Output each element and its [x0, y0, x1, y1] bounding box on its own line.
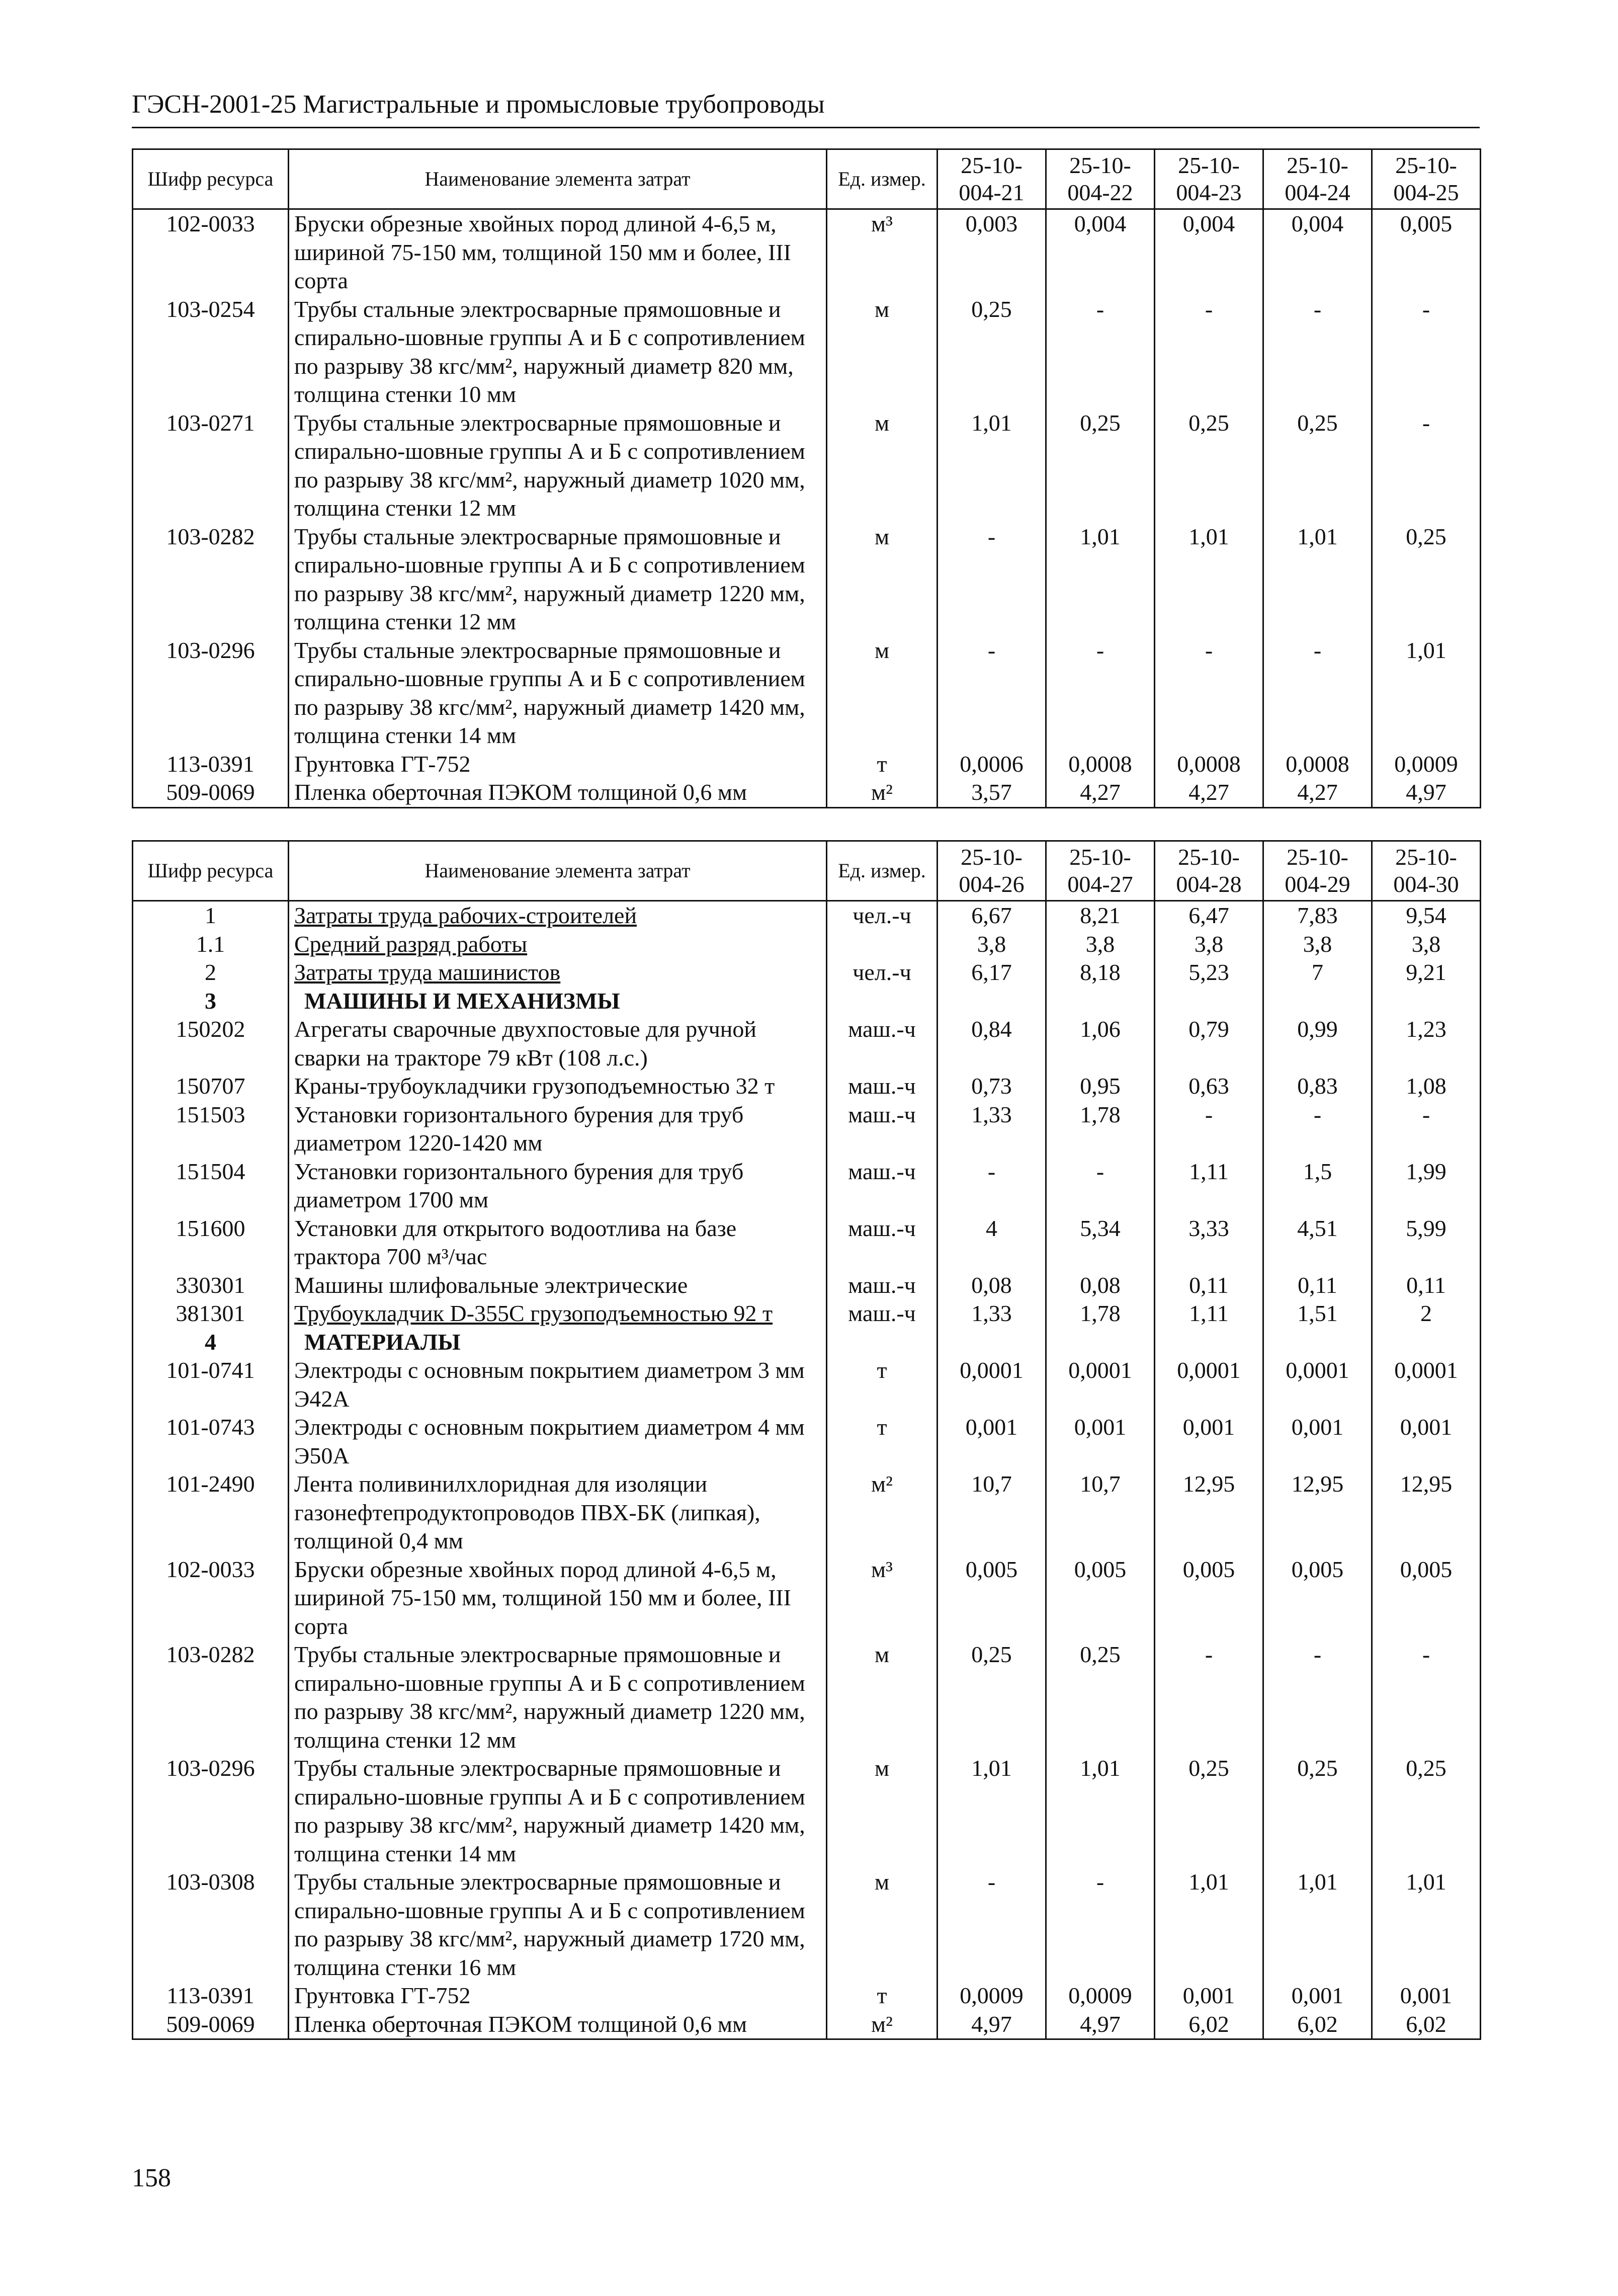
cost-element-name-cell: Затраты труда рабочих-строителей	[289, 901, 827, 930]
norm-value-cell: 1,01	[938, 1754, 1046, 1868]
cost-element-name-cell: Средний разряд работы	[289, 930, 827, 959]
norm-value-cell: 4,97	[938, 2010, 1046, 2039]
resource-code-cell: 2	[133, 958, 289, 987]
norm-value-cell: 7,83	[1263, 901, 1372, 930]
norm-value-cell: -	[1263, 636, 1372, 750]
cost-element-name-cell: Трубы стальные электросварные прямошовные и спирально-шовные группы А и Б с сопротивлением по разрыву 38 кгс/мм², наружный диаметр 1220 мм, толщина стенки 12 мм	[289, 1641, 827, 1754]
norm-value-cell: 0,0001	[938, 1356, 1046, 1413]
norm-value-cell: 0,95	[1046, 1072, 1155, 1101]
cost-element-name-cell: Лента поливинилхлоридная для изоляции газонефтепродуктопроводов ПВХ-БК (липкая), толщиной 0,4 мм	[289, 1470, 827, 1555]
unit-cell: м	[827, 636, 938, 750]
cost-element-name-cell: МАШИНЫ И МЕХАНИЗМЫ	[289, 987, 827, 1016]
cost-element-name-cell: Пленка оберточная ПЭКОМ толщиной 0,6 мм	[289, 2010, 827, 2039]
norm-value-cell: 0,004	[1046, 209, 1155, 295]
norm-value-cell: 0,83	[1263, 1072, 1372, 1101]
norm-value-cell: 0,11	[1372, 1271, 1481, 1300]
table-row	[133, 987, 1481, 1016]
norm-value-cell: 1,01	[1372, 1868, 1481, 1982]
resource-code-cell: 3	[133, 987, 289, 1016]
norm-value-cell	[1372, 987, 1481, 1016]
norm-value-cell: 0,0001	[1372, 1356, 1481, 1413]
norm-value-cell: 3,8	[1372, 930, 1481, 959]
norm-value-cell: 0,63	[1155, 1072, 1263, 1101]
resource-code-cell: 103-0254	[133, 295, 289, 409]
norm-value-cell	[1046, 1328, 1155, 1357]
norm-value-cell	[1263, 987, 1372, 1016]
norm-value-cell: -	[938, 1158, 1046, 1214]
table-row	[133, 523, 1481, 636]
norm-value-cell	[1046, 987, 1155, 1016]
norm-value-cell: 4	[938, 1214, 1046, 1271]
norm-value-cell: -	[1372, 295, 1481, 409]
table-row	[133, 1015, 1481, 1072]
norm-value-cell: 1,11	[1155, 1299, 1263, 1328]
table-header-row	[133, 841, 1481, 901]
resource-code-cell: 150202	[133, 1015, 289, 1072]
norm-value-cell: 0,99	[1263, 1015, 1372, 1072]
norm-value-cell: 12,95	[1372, 1470, 1481, 1555]
header-unit: Ед. измер.	[827, 149, 938, 209]
unit-cell: м²	[827, 778, 938, 807]
norm-value-cell: 1,01	[1372, 636, 1481, 750]
norm-value-cell: 0,0008	[1263, 750, 1372, 779]
resource-code-cell: 150707	[133, 1072, 289, 1101]
cost-element-name-cell: Трубы стальные электросварные прямошовные и спирально-шовные группы А и Б с сопротивлением по разрыву 38 кгс/мм², наружный диаметр 1020 мм, толщина стенки 12 мм	[289, 409, 827, 523]
cost-element-name-cell: Трубоукладчик D-355C грузоподъемностью 92 т	[289, 1299, 827, 1328]
unit-cell: т	[827, 1982, 938, 2010]
norm-value-cell: 0,001	[1046, 1413, 1155, 1470]
unit-cell: м³	[827, 209, 938, 295]
table-row	[133, 958, 1481, 987]
norm-value-cell: 1,01	[1155, 1868, 1263, 1982]
norm-value-cell: 0,0006	[938, 750, 1046, 779]
table-row	[133, 901, 1481, 930]
resource-code-cell: 103-0296	[133, 636, 289, 750]
header-norm-code: 25-10- 004-29	[1263, 841, 1372, 901]
table-row	[133, 1328, 1481, 1357]
norm-value-cell: 1,33	[938, 1299, 1046, 1328]
resource-code-cell: 113-0391	[133, 1982, 289, 2010]
norm-value-cell: 12,95	[1263, 1470, 1372, 1555]
unit-cell: маш.-ч	[827, 1214, 938, 1271]
norm-value-cell: 10,7	[938, 1470, 1046, 1555]
norm-value-cell: -	[1263, 295, 1372, 409]
norm-value-cell: 0,11	[1155, 1271, 1263, 1300]
norm-value-cell: 0,0009	[1046, 1982, 1155, 2010]
cost-element-name-cell: Установки для открытого водоотлива на базе трактора 700 м³/час	[289, 1214, 827, 1271]
norm-value-cell: 0,0001	[1155, 1356, 1263, 1413]
unit-cell: маш.-ч	[827, 1101, 938, 1158]
resource-code-cell: 4	[133, 1328, 289, 1357]
cost-element-name-cell: Трубы стальные электросварные прямошовные и спирально-шовные группы А и Б с сопротивлением по разрыву 38 кгс/мм², наружный диаметр 1420 мм, толщина стенки 14 мм	[289, 1754, 827, 1868]
unit-cell: м	[827, 523, 938, 636]
norm-value-cell: 3,8	[1046, 930, 1155, 959]
norm-value-cell	[1155, 987, 1263, 1016]
unit-cell: маш.-ч	[827, 1015, 938, 1072]
norm-value-cell: -	[1372, 1641, 1481, 1754]
norm-value-cell: 1,01	[938, 409, 1046, 523]
norm-value-cell: 4,51	[1263, 1214, 1372, 1271]
resource-code-cell: 103-0282	[133, 523, 289, 636]
table-row	[133, 1299, 1481, 1328]
norm-value-cell: -	[938, 523, 1046, 636]
norm-value-cell: 4,27	[1046, 778, 1155, 807]
cost-element-name-cell: Пленка оберточная ПЭКОМ толщиной 0,6 мм	[289, 778, 827, 807]
norm-value-cell: 0,001	[1155, 1413, 1263, 1470]
header-norm-code: 25-10- 004-26	[938, 841, 1046, 901]
table-row	[133, 778, 1481, 807]
norm-value-cell: 0,25	[1155, 409, 1263, 523]
unit-cell: маш.-ч	[827, 1158, 938, 1214]
header-norm-code: 25-10- 004-28	[1155, 841, 1263, 901]
norm-value-cell: 1,08	[1372, 1072, 1481, 1101]
norm-value-cell: 9,54	[1372, 901, 1481, 930]
table-row	[133, 1214, 1481, 1271]
norm-value-cell: 0,0009	[938, 1982, 1046, 2010]
norm-value-cell: 6,47	[1155, 901, 1263, 930]
norm-value-cell: 3,57	[938, 778, 1046, 807]
norm-value-cell: 0,004	[1263, 209, 1372, 295]
table-row	[133, 1555, 1481, 1641]
norm-value-cell: -	[1372, 409, 1481, 523]
norm-value-cell: 8,21	[1046, 901, 1155, 930]
table-row	[133, 1072, 1481, 1101]
norm-value-cell	[1263, 1328, 1372, 1357]
norm-value-cell: 0,0008	[1155, 750, 1263, 779]
unit-cell: м	[827, 1868, 938, 1982]
norm-value-cell: 1,01	[1263, 1868, 1372, 1982]
norm-value-cell: 3,33	[1155, 1214, 1263, 1271]
resource-code-cell: 101-0743	[133, 1413, 289, 1470]
norm-value-cell: 0,001	[1263, 1982, 1372, 2010]
norm-value-cell: -	[938, 1868, 1046, 1982]
norm-value-cell: 1,01	[1155, 523, 1263, 636]
unit-cell: маш.-ч	[827, 1299, 938, 1328]
cost-element-name-cell: МАТЕРИАЛЫ	[289, 1328, 827, 1357]
norm-value-cell: 1,23	[1372, 1015, 1481, 1072]
norm-value-cell: 0,005	[1263, 1555, 1372, 1641]
table-row	[133, 1982, 1481, 2010]
cost-element-name-cell: Электроды с основным покрытием диаметром 3 мм Э42А	[289, 1356, 827, 1413]
unit-cell	[827, 987, 938, 1016]
table-row	[133, 1868, 1481, 1982]
unit-cell: м	[827, 1641, 938, 1754]
unit-cell: м	[827, 295, 938, 409]
norm-value-cell: 1,78	[1046, 1299, 1155, 1328]
unit-cell: м²	[827, 2010, 938, 2039]
cost-element-name-cell: Установки горизонтального бурения для труб диаметром 1700 мм	[289, 1158, 827, 1214]
resource-code-cell: 151600	[133, 1214, 289, 1271]
unit-cell: маш.-ч	[827, 1072, 938, 1101]
norm-value-cell: 0,001	[938, 1413, 1046, 1470]
norm-value-cell: 0,005	[1372, 209, 1481, 295]
cost-element-name-cell: Трубы стальные электросварные прямошовные и спирально-шовные группы А и Б с сопротивлением по разрыву 38 кгс/мм², наружный диаметр 1720 мм, толщина стенки 16 мм	[289, 1868, 827, 1982]
norm-value-cell: 4,97	[1372, 778, 1481, 807]
norm-value-cell: 0,005	[1155, 1555, 1263, 1641]
norm-value-cell: 6,02	[1372, 2010, 1481, 2039]
page-header: ГЭСН-2001-25 Магистральные и промысловые трубопроводы	[132, 86, 1480, 128]
cost-element-name-cell: Трубы стальные электросварные прямошовные и спирально-шовные группы А и Б с сопротивлением по разрыву 38 кгс/мм², наружный диаметр 820 мм, толщина стенки 10 мм	[289, 295, 827, 409]
cost-element-name-cell: Грунтовка ГТ-752	[289, 750, 827, 779]
norm-value-cell: 0,25	[1372, 523, 1481, 636]
norm-value-cell: 1,33	[938, 1101, 1046, 1158]
norm-value-cell: 0,25	[1372, 1754, 1481, 1868]
resource-code-cell: 102-0033	[133, 1555, 289, 1641]
norm-value-cell: 1,11	[1155, 1158, 1263, 1214]
cost-element-name-cell: Затраты труда машинистов	[289, 958, 827, 987]
norm-value-cell: 6,02	[1263, 2010, 1372, 2039]
norm-value-cell: 0,001	[1372, 1413, 1481, 1470]
norm-value-cell: 5,34	[1046, 1214, 1155, 1271]
norm-value-cell: 0,25	[1263, 1754, 1372, 1868]
cost-element-name-cell: Трубы стальные электросварные прямошовные и спирально-шовные группы А и Б с сопротивлением по разрыву 38 кгс/мм², наружный диаметр 1220 мм, толщина стенки 12 мм	[289, 523, 827, 636]
norm-value-cell: 0,25	[1046, 1641, 1155, 1754]
norm-value-cell: 9,21	[1372, 958, 1481, 987]
norm-value-cell: 0,003	[938, 209, 1046, 295]
table-row	[133, 1101, 1481, 1158]
cost-element-name-cell: Установки горизонтального бурения для труб диаметром 1220-1420 мм	[289, 1101, 827, 1158]
norm-value-cell	[938, 1328, 1046, 1357]
norm-value-cell: 0,08	[1046, 1271, 1155, 1300]
norm-value-cell: 1,06	[1046, 1015, 1155, 1072]
norm-value-cell: 1,99	[1372, 1158, 1481, 1214]
resource-code-cell: 381301	[133, 1299, 289, 1328]
table-body	[133, 209, 1481, 808]
resource-code-cell: 1	[133, 901, 289, 930]
table-row	[133, 295, 1481, 409]
norm-value-cell: 0,79	[1155, 1015, 1263, 1072]
table-row	[133, 750, 1481, 779]
table-header-row	[133, 149, 1481, 209]
resource-code-cell: 113-0391	[133, 750, 289, 779]
norm-value-cell: 0,004	[1155, 209, 1263, 295]
cost-element-name-cell: Грунтовка ГТ-752	[289, 1982, 827, 2010]
norm-value-cell: -	[1263, 1641, 1372, 1754]
cost-element-name-cell: Электроды с основным покрытием диаметром 4 мм Э50А	[289, 1413, 827, 1470]
norm-value-cell: 0,001	[1155, 1982, 1263, 2010]
norm-value-cell: 0,0001	[1263, 1356, 1372, 1413]
norm-value-cell: -	[1046, 636, 1155, 750]
resource-code-cell: 509-0069	[133, 778, 289, 807]
norm-value-cell: 5,23	[1155, 958, 1263, 987]
header-resource-code: Шифр ресурса	[133, 149, 289, 209]
norm-value-cell: 0,005	[1046, 1555, 1155, 1641]
norm-value-cell: 5,99	[1372, 1214, 1481, 1271]
norm-value-cell: 0,001	[1263, 1413, 1372, 1470]
norm-value-cell	[1155, 1328, 1263, 1357]
norm-value-cell: 0,005	[1372, 1555, 1481, 1641]
norm-value-cell: -	[1155, 636, 1263, 750]
norm-value-cell: 0,25	[938, 1641, 1046, 1754]
norm-value-cell: 7	[1263, 958, 1372, 987]
header-norm-code: 25-10- 004-21	[938, 149, 1046, 209]
unit-cell: т	[827, 1413, 938, 1470]
norm-value-cell: 4,27	[1263, 778, 1372, 807]
norm-value-cell: -	[1046, 1158, 1155, 1214]
unit-cell: чел.-ч	[827, 901, 938, 930]
resource-code-cell: 103-0308	[133, 1868, 289, 1982]
norm-value-cell: 0,0001	[1046, 1356, 1155, 1413]
table-row	[133, 2010, 1481, 2039]
resource-code-cell: 103-0282	[133, 1641, 289, 1754]
unit-cell: чел.-ч	[827, 958, 938, 987]
header-cost-element-name: Наименование элемента затрат	[289, 841, 827, 901]
header-unit: Ед. измер.	[827, 841, 938, 901]
cost-element-name-cell: Краны-трубоукладчики грузоподъемностью 32 т	[289, 1072, 827, 1101]
header-cost-element-name: Наименование элемента затрат	[289, 149, 827, 209]
table-row	[133, 409, 1481, 523]
norm-value-cell: 3,8	[1263, 930, 1372, 959]
norm-value-cell: 0,25	[1263, 409, 1372, 523]
norm-value-cell: 10,7	[1046, 1470, 1155, 1555]
norm-value-cell: -	[1046, 295, 1155, 409]
norm-value-cell: 0,84	[938, 1015, 1046, 1072]
cost-element-name-cell: Машины шлифовальные электрические	[289, 1271, 827, 1300]
norm-value-cell: 0,73	[938, 1072, 1046, 1101]
unit-cell	[827, 930, 938, 959]
norm-value-cell: 0,0008	[1046, 750, 1155, 779]
norm-value-cell: 12,95	[1155, 1470, 1263, 1555]
norm-value-cell: 6,67	[938, 901, 1046, 930]
header-resource-code: Шифр ресурса	[133, 841, 289, 901]
norm-value-cell: -	[1155, 1101, 1263, 1158]
norm-value-cell: 1,78	[1046, 1101, 1155, 1158]
resource-table-1	[132, 148, 1481, 808]
resource-code-cell: 151503	[133, 1101, 289, 1158]
unit-cell: м²	[827, 1470, 938, 1555]
norm-value-cell: 0,11	[1263, 1271, 1372, 1300]
norm-value-cell: 6,17	[938, 958, 1046, 987]
table-row	[133, 1158, 1481, 1214]
unit-cell: маш.-ч	[827, 1271, 938, 1300]
cost-element-name-cell: Бруски обрезные хвойных пород длиной 4-6,5 м, шириной 75-150 мм, толщиной 150 мм и более, III сорта	[289, 1555, 827, 1641]
norm-value-cell: -	[1155, 1641, 1263, 1754]
norm-value-cell	[938, 987, 1046, 1016]
table-row	[133, 1271, 1481, 1300]
norm-value-cell: -	[1372, 1101, 1481, 1158]
norm-value-cell: 2	[1372, 1299, 1481, 1328]
resource-code-cell: 151504	[133, 1158, 289, 1214]
norm-value-cell: 0,08	[938, 1271, 1046, 1300]
norm-value-cell: 6,02	[1155, 2010, 1263, 2039]
norm-value-cell: -	[938, 636, 1046, 750]
norm-value-cell: 4,97	[1046, 2010, 1155, 2039]
norm-value-cell: 3,8	[1155, 930, 1263, 959]
table-row	[133, 930, 1481, 959]
norm-value-cell: 0,0009	[1372, 750, 1481, 779]
norm-value-cell: 8,18	[1046, 958, 1155, 987]
unit-cell: м³	[827, 1555, 938, 1641]
page-number: 158	[132, 2164, 171, 2192]
table-body	[133, 901, 1481, 2039]
norm-value-cell: 1,01	[1046, 523, 1155, 636]
norm-value-cell: -	[1155, 295, 1263, 409]
resource-code-cell: 509-0069	[133, 2010, 289, 2039]
header-norm-code: 25-10- 004-30	[1372, 841, 1481, 901]
resource-code-cell: 330301	[133, 1271, 289, 1300]
table-row	[133, 1356, 1481, 1413]
norm-value-cell: 0,25	[1155, 1754, 1263, 1868]
unit-cell	[827, 1328, 938, 1357]
resource-code-cell: 102-0033	[133, 209, 289, 295]
table-row	[133, 1470, 1481, 1555]
norm-value-cell: 0,001	[1372, 1982, 1481, 2010]
unit-cell: т	[827, 750, 938, 779]
norm-value-cell	[1372, 1328, 1481, 1357]
table-row	[133, 636, 1481, 750]
norm-value-cell: 0,25	[938, 295, 1046, 409]
norm-value-cell: 3,8	[938, 930, 1046, 959]
unit-cell: м	[827, 1754, 938, 1868]
norm-value-cell: 4,27	[1155, 778, 1263, 807]
norm-value-cell: 1,01	[1263, 523, 1372, 636]
norm-value-cell: 0,25	[1046, 409, 1155, 523]
norm-value-cell: -	[1263, 1101, 1372, 1158]
resource-code-cell: 103-0271	[133, 409, 289, 523]
unit-cell: м	[827, 409, 938, 523]
table-row	[133, 209, 1481, 295]
header-norm-code: 25-10- 004-22	[1046, 149, 1155, 209]
cost-element-name-cell: Агрегаты сварочные двухпостовые для ручной сварки на тракторе 79 кВт (108 л.с.)	[289, 1015, 827, 1072]
unit-cell: т	[827, 1356, 938, 1413]
norm-value-cell: 1,01	[1046, 1754, 1155, 1868]
header-norm-code: 25-10- 004-24	[1263, 149, 1372, 209]
table-row	[133, 1413, 1481, 1470]
resource-code-cell: 101-2490	[133, 1470, 289, 1555]
resource-code-cell: 103-0296	[133, 1754, 289, 1868]
header-norm-code: 25-10- 004-27	[1046, 841, 1155, 901]
cost-element-name-cell: Бруски обрезные хвойных пород длиной 4-6,5 м, шириной 75-150 мм, толщиной 150 мм и более, III сорта	[289, 209, 827, 295]
resource-table-2	[132, 840, 1481, 2040]
resource-code-cell: 101-0741	[133, 1356, 289, 1413]
norm-value-cell: -	[1046, 1868, 1155, 1982]
header-norm-code: 25-10- 004-23	[1155, 149, 1263, 209]
table-row	[133, 1641, 1481, 1754]
header-norm-code: 25-10- 004-25	[1372, 149, 1481, 209]
cost-element-name-cell: Трубы стальные электросварные прямошовные и спирально-шовные группы А и Б с сопротивлением по разрыву 38 кгс/мм², наружный диаметр 1420 мм, толщина стенки 14 мм	[289, 636, 827, 750]
norm-value-cell: 1,5	[1263, 1158, 1372, 1214]
resource-code-cell: 1.1	[133, 930, 289, 959]
norm-value-cell: 0,005	[938, 1555, 1046, 1641]
table-row	[133, 1754, 1481, 1868]
norm-value-cell: 1,51	[1263, 1299, 1372, 1328]
